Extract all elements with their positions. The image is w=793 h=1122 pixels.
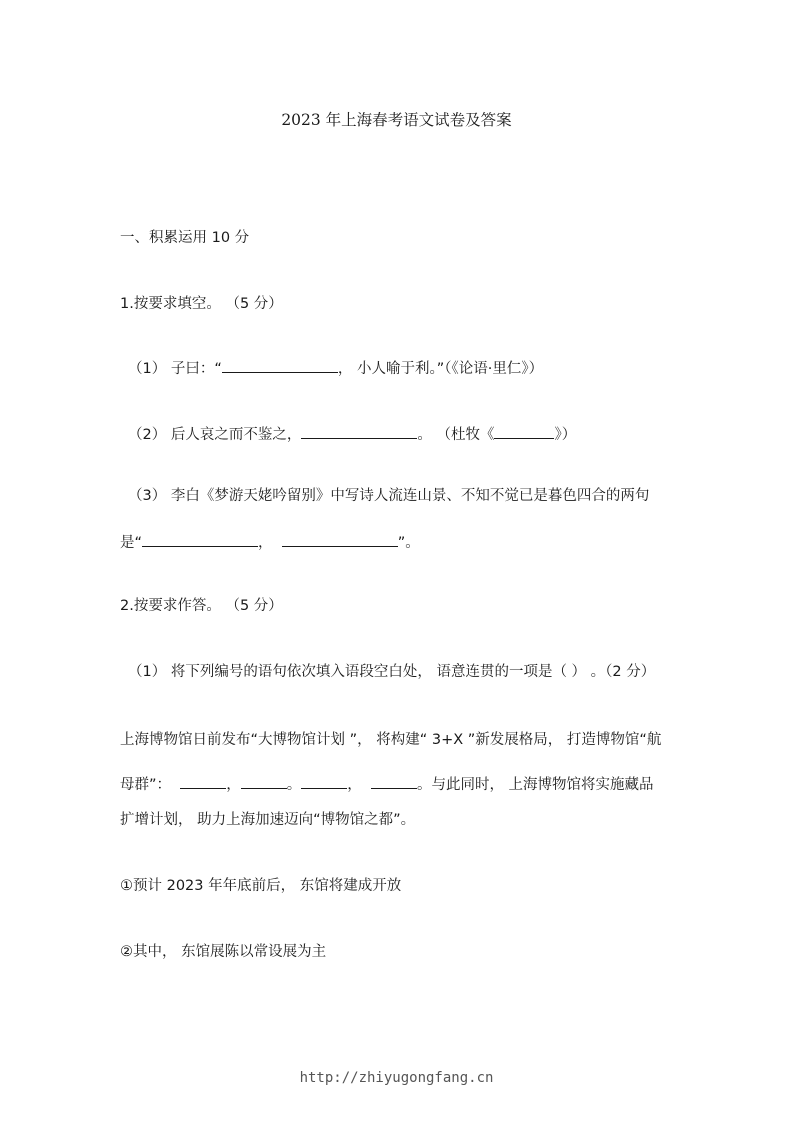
answer-blank — [301, 424, 417, 439]
item-text: （1） 子曰：“ — [128, 361, 222, 377]
option-2: ②其中， 东馆展陈以常设展为主 — [120, 944, 327, 960]
question-1-item-2 — [128, 424, 576, 445]
item-text: （2） 后人哀之而不鉴之， — [128, 427, 302, 443]
answer-blank — [494, 424, 554, 439]
item-text: ”。 — [397, 535, 420, 551]
item-text: ， — [226, 777, 241, 793]
passage-line-1: 上海博物馆日前发布“大博物馆计划 ”， 将构建“ 3+X ”新发展格局， 打造博物馆“航 — [120, 732, 662, 748]
answer-blank — [371, 774, 417, 789]
answer-blank — [142, 532, 258, 547]
item-text: ， — [258, 535, 273, 551]
footer-url: http://zhiyugongfang.cn — [299, 1070, 494, 1086]
item-text: 。与此同时， 上海博物馆将实施藏品 — [416, 777, 654, 793]
item-text: ， 小人喻于利。”（《论语·里仁》） — [337, 361, 544, 377]
item-text: 是“ — [120, 535, 143, 551]
item-text: ， — [347, 777, 362, 793]
question-1-item-1 — [128, 358, 543, 379]
section-heading: 一、积累运用 10 分 — [120, 230, 250, 246]
item-text: 。 （杜牧《 — [417, 427, 495, 443]
page-title: 2023 年上海春考语文试卷及答案 — [281, 111, 512, 129]
item-text: 》） — [554, 427, 577, 443]
question-2-heading: 2.按要求作答。 （5 分） — [120, 598, 283, 614]
question-2-item-1: （1） 将下列编号的语句依次填入语段空白处， 语意连贯的一项是（ ） 。（2 分） — [128, 664, 656, 680]
answer-blank — [301, 774, 347, 789]
answer-blank — [222, 358, 338, 373]
answer-blank — [241, 774, 287, 789]
option-1: ①预计 2023 年年底前后， 东馆将建成开放 — [120, 878, 402, 894]
item-text: 。 — [286, 777, 302, 793]
passage-line-3: 扩增计划， 助力上海加速迈向“博物馆之都”。 — [120, 812, 416, 828]
question-1-item-3-cont — [120, 532, 420, 553]
answer-blank — [180, 774, 226, 789]
answer-blank — [282, 532, 398, 547]
item-text: 母群”： — [120, 777, 172, 793]
passage-line-2 — [120, 774, 654, 795]
question-1-heading: 1.按要求填空。 （5 分） — [120, 296, 283, 312]
question-1-item-3: （3） 李白《梦游天姥吟留别》中写诗人流连山景、不知不觉已是暮色四合的两句 — [128, 488, 650, 504]
